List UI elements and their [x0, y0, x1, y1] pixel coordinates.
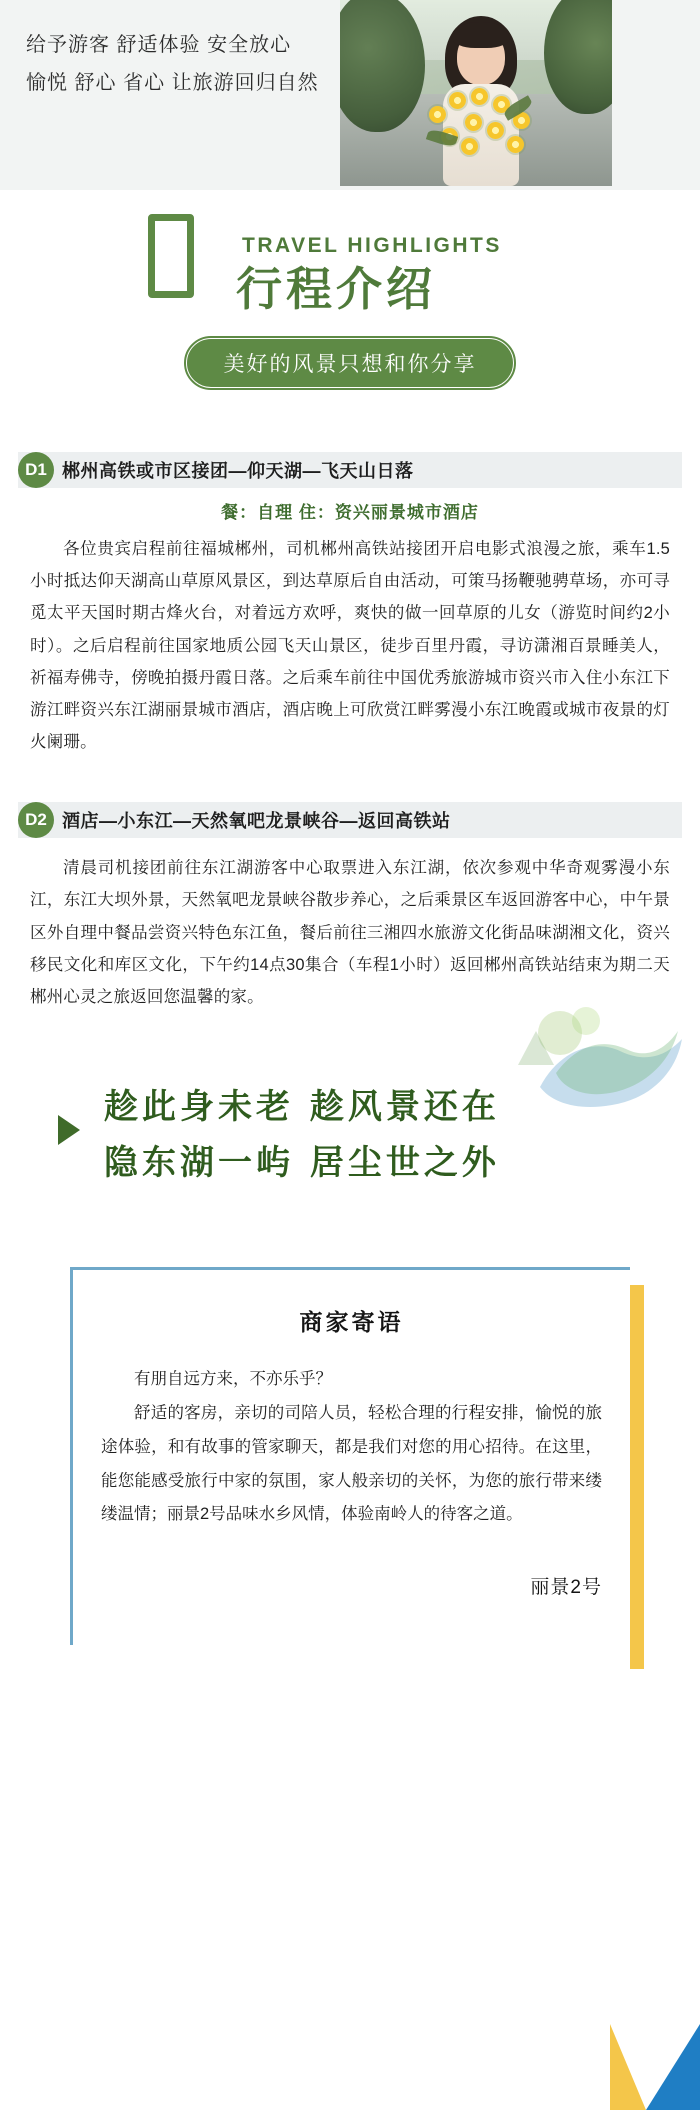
day-header-d2	[18, 802, 682, 838]
day-badge-d2: D2	[18, 802, 54, 838]
message-paragraph-1: 有朋自远方来，不亦乐乎？	[134, 1370, 332, 1389]
corner-blue-shape	[646, 2024, 700, 2110]
person-fringe	[452, 22, 510, 48]
slogan-line-1: 给予游客 舒适体验 安全放心	[26, 34, 292, 56]
message-title: 商家寄语	[299, 1309, 404, 1336]
day-meal-d1: 餐：自理 住：资兴丽景城市酒店	[221, 503, 479, 522]
header-slogans	[26, 26, 356, 102]
day-body-d1: 各位贵宾启程前往福城郴州，司机郴州高铁站接团开启电影式浪漫之旅，乘车1.5小时抵达仰天湖高山草原风景区，到达草原后自由活动，可策马扬鞭驰骋草场，亦可寻觅太平天国时期古烽火台，对着远方欢呼，爽快的做一回草原的儿女（游览时间约2小时）。之后启程前往国家地质公园飞天山景区，徒步百里丹霞，寻访潇湘百景睡美人，祈福寿佛寺，傍晚拍摄丹霞日落。之后乘车前往中国优秀旅游城市资兴市入住小东江下游江畔资兴东江湖丽景城市酒店，酒店晚上可欣赏江畔雾漫小东江晚霞或城市夜景的灯火阑珊。	[30, 540, 670, 752]
subtitle-pill	[187, 339, 513, 387]
day-header-d1	[18, 452, 682, 488]
girl-with-flowers-photo	[340, 0, 612, 186]
slogan-line-2: 愉悦 舒心 省心 让旅游回归自然	[26, 72, 319, 94]
poem-block	[0, 1079, 700, 1249]
message-signature: 丽景2号	[530, 1577, 602, 1599]
merchant-message-wrapper	[70, 1267, 630, 1765]
message-paragraph-2: 舒适的客房，亲切的司陪人员，轻松合理的行程安排，愉悦的旅途体验，和有故事的管家聊天，都是我们对您的用心招待。在这里，能您能感受旅行中家的氛围，家人般亲切的关怀，为您的旅行带来缕缕温情；丽景2号品味水乡风情，体验南岭人的待客之道。	[101, 1403, 602, 1524]
page-title: 行程介绍	[236, 263, 436, 315]
day-body-d2: 清晨司机接团前往东江湖游客中心取票进入东江湖，依次参观中华奇观雾漫小东江，东江大坝外景，天然氧吧龙景峡谷散步养心，之后乘景区车返回游客中心，中午景区外自理中餐品尝资兴特色东江鱼，餐后前往三湘四水旅游文化街品味湖湘文化，资兴移民文化和库区文化，下午约14点30集合（车程1小时）返回郴州高铁站结束为期二天郴州心灵之旅返回您温馨的家。	[30, 859, 670, 1006]
poem-line-1: 趁此身未老 趁风景还在	[104, 1087, 500, 1128]
subtitle-text: 美好的风景只想和你分享	[223, 353, 477, 377]
photo-person	[421, 16, 541, 186]
flower-bouquet	[427, 88, 537, 158]
day-badge-d1: D1	[18, 452, 54, 488]
triangle-arrow-icon	[58, 1115, 80, 1145]
poem-lines	[0, 1079, 700, 1191]
header-banner	[0, 0, 700, 190]
title-block	[0, 226, 700, 426]
corner-yellow-shape	[610, 2024, 646, 2110]
yellow-accent-bar	[630, 1285, 644, 1669]
merchant-message-card	[70, 1267, 630, 1645]
title-english: TRAVEL HIGHLIGHTS	[242, 234, 502, 257]
day-title-d1: 郴州高铁或市区接团—仰天湖—飞天山日落	[62, 461, 414, 481]
day-title-d2: 酒店—小东江—天然氧吧龙景峡谷—返回高铁站	[62, 811, 451, 832]
book-outline-icon	[148, 214, 194, 298]
poem-line-2: 隐东湖一屿 居尘世之外	[104, 1143, 500, 1184]
